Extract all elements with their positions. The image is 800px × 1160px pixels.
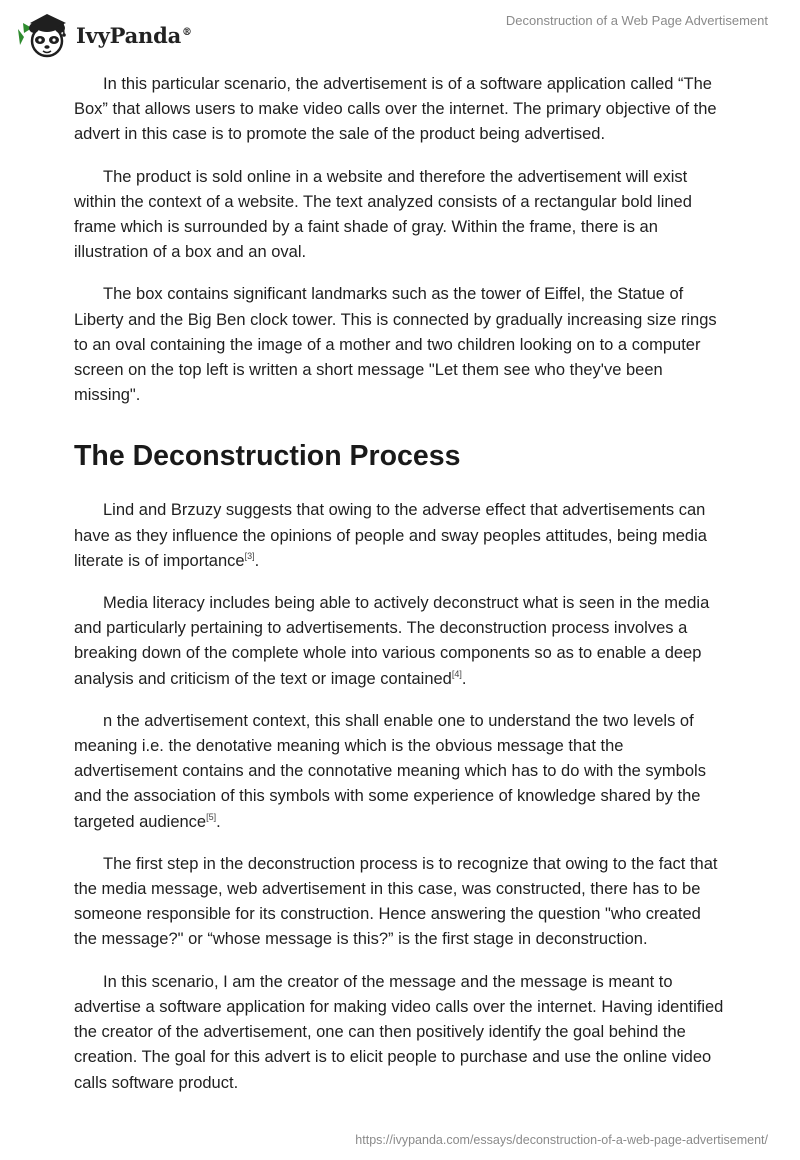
- logo-text: IvyPanda®: [76, 22, 192, 48]
- ivypanda-logo[interactable]: [14, 9, 192, 59]
- panda-graduate-icon: [14, 9, 70, 59]
- footnote-ref-5[interactable]: [5]: [206, 811, 217, 822]
- registered-mark: ®: [182, 26, 192, 38]
- paragraph-8: In this scenario, I am the creator of the message and the message is meant to advertise a software application for making video calls over the internet. Having identified the creator of the advertisement, one can then positively identify the goal behind the creation. The goal for this advert is to elicit people to purchase and use the online video calls software product.: [74, 972, 724, 1092]
- paragraph-6: n the advertisement context, this shall enable one to understand the two levels of meaning i.e. the denotative meaning which is the obvious message that the advertisement contains and the connotative meaning which has to do with the symbols and the association of this symbols with some experience of knowledge shared by the targeted audience[5].: [74, 711, 706, 831]
- paragraph-5: Media literacy includes being able to actively deconstruct what is seen in the media and particularly pertaining to advertisements. The deconstruction process involves a breaking down of the complete whole into various components so as to enable a deep analysis and criticism of the text or image contained[4].: [74, 594, 710, 688]
- essay-content: [74, 72, 726, 1113]
- paragraph-2: The product is sold online in a website and therefore the advertisement will exist within the context of a website. The text analyzed consists of a rectangular bold lined frame which is surrounded by a faint shade of gray. Within the frame, there is an illustration of a box and an oval.: [74, 167, 692, 262]
- paragraph-3: The box contains significant landmarks such as the tower of Eiffel, the Statue of Liberty and the Big Ben clock tower. This is connected by gradually increasing size rings to an oval containing the image of a mother and two children looking on to a computer screen on the top left is written a short message "Let them see who they've been missing".: [74, 285, 717, 405]
- paragraph-7: The first step in the deconstruction process is to recognize that owing to the fact that the media message, web advertisement in this case, was constructed, there has to be someone responsible for its construction. Hence answering the question "who created the message?" or “whose message is this?” is the first stage in deconstruction.: [74, 854, 718, 949]
- paragraph-4: Lind and Brzuzy suggests that owing to the adverse effect that advertisements can have as they influence the opinions of people and sway peoples attitudes, being media literate is of importance[3].: [74, 501, 707, 570]
- section-heading: The Deconstruction Process: [74, 440, 461, 473]
- source-url[interactable]: https://ivypanda.com/essays/deconstruction-of-a-web-page-advertisement/: [355, 1133, 768, 1147]
- page-header: [0, 0, 800, 66]
- footnote-ref-3[interactable]: [3]: [244, 550, 255, 561]
- footnote-ref-4[interactable]: [4]: [451, 668, 462, 679]
- document-title: Deconstruction of a Web Page Advertisement: [505, 13, 768, 28]
- paragraph-1: In this particular scenario, the advertisement is of a software application called “The Box” that allows users to make video calls over the internet. The primary objective of the advert in this case is to promote the sale of the product being advertised.: [74, 75, 717, 144]
